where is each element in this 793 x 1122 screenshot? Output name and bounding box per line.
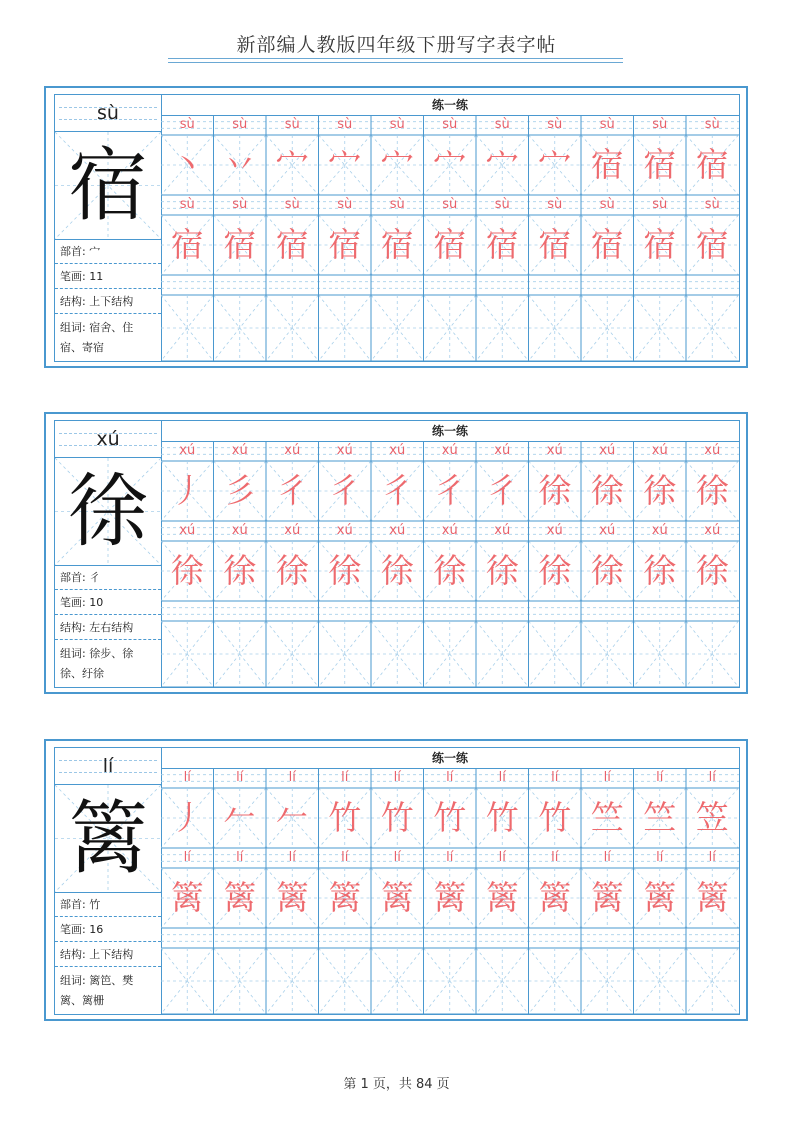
trace-pinyin: sù <box>389 197 405 212</box>
page-title: 新部编人教版四年级下册写字表字帖 <box>236 34 557 56</box>
trace-pinyin: xú <box>336 443 353 458</box>
trace-char: 笠 <box>695 798 729 837</box>
trace-pinyin: lí <box>236 850 244 865</box>
practice-grid <box>161 421 739 687</box>
structure-label: 结构: <box>60 295 86 308</box>
strokes-row <box>55 265 161 289</box>
pinyin-text: sù <box>97 102 119 124</box>
radical-row <box>55 893 161 917</box>
pinyin-text: lí <box>102 755 114 777</box>
trace-char: 徐 <box>485 551 519 590</box>
strokes-value: 16 <box>89 923 104 936</box>
trace-char: 徐 <box>328 551 362 590</box>
card-frame <box>54 747 740 1015</box>
trace-char: 宿 <box>328 225 362 264</box>
trace-pinyin: xú <box>231 523 248 538</box>
trace-pinyin: xú <box>389 443 406 458</box>
trace-pinyin: lí <box>446 850 454 865</box>
trace-char: 徐 <box>538 551 572 590</box>
trace-pinyin: xú <box>651 443 668 458</box>
trace-char: 竹 <box>433 798 467 837</box>
trace-pinyin: xú <box>441 443 458 458</box>
trace-pinyin: xú <box>336 523 353 538</box>
strokes-row <box>55 918 161 942</box>
trace-char: 丿 <box>170 798 204 837</box>
trace-char: 篱 <box>590 878 624 917</box>
trace-char: 徐 <box>223 551 257 590</box>
trace-char: 宿 <box>695 225 729 264</box>
title-rule <box>168 58 623 59</box>
trace-pinyin: sù <box>179 117 195 132</box>
structure-label: 结构: <box>60 621 86 634</box>
trace-char: 宀 <box>433 145 467 184</box>
trace-pinyin: sù <box>599 197 615 212</box>
trace-pinyin: sù <box>704 117 720 132</box>
trace-char: 宿 <box>170 225 204 264</box>
trace-pinyin: lí <box>446 770 454 785</box>
words-label: 组词: <box>60 974 86 987</box>
trace-pinyin: sù <box>337 117 353 132</box>
words-row <box>55 968 161 1014</box>
radical-value: 宀 <box>89 245 101 258</box>
trace-char: 竹 <box>485 798 519 837</box>
trace-pinyin: lí <box>393 770 401 785</box>
model-char: 宿 <box>68 139 148 232</box>
trace-char: 宿 <box>590 145 624 184</box>
trace-char: 徐 <box>275 551 309 590</box>
words-line: 篱笆、樊 <box>89 974 134 987</box>
practice-heading: 练一练 <box>161 748 739 769</box>
trace-char: 宀 <box>328 145 362 184</box>
trace-pinyin: xú <box>441 523 458 538</box>
trace-pinyin: lí <box>393 850 401 865</box>
practice-grid <box>161 748 739 1014</box>
trace-pinyin: xú <box>599 443 616 458</box>
words-label: 组词: <box>60 647 86 660</box>
trace-char: 徐 <box>170 551 204 590</box>
trace-pinyin: lí <box>236 770 244 785</box>
trace-char: 徐 <box>695 471 729 510</box>
strokes-row <box>55 591 161 615</box>
trace-char: 彡 <box>223 471 257 510</box>
page-footer: 第 1 页，共 84 页 <box>343 1077 450 1092</box>
trace-pinyin: sù <box>494 117 510 132</box>
trace-char: 徐 <box>643 471 677 510</box>
trace-char: 宿 <box>275 225 309 264</box>
trace-char: 徐 <box>380 551 414 590</box>
trace-char: 篱 <box>538 878 572 917</box>
trace-char: 丿 <box>170 471 204 510</box>
trace-char: 竹 <box>538 798 572 837</box>
trace-pinyin: lí <box>603 770 611 785</box>
trace-char: 丶 <box>170 145 204 184</box>
trace-char: 彳 <box>485 471 519 510</box>
radical-value: 彳 <box>89 571 101 584</box>
radical-row <box>55 566 161 590</box>
strokes-label: 笔画: <box>60 923 86 936</box>
title-rule <box>168 62 623 63</box>
words-row <box>55 641 161 687</box>
words-label: 组词: <box>60 321 86 334</box>
trace-char: 宀 <box>538 145 572 184</box>
trace-char: 徐 <box>433 551 467 590</box>
trace-pinyin: xú <box>179 523 196 538</box>
trace-pinyin: lí <box>288 770 296 785</box>
trace-char: 竺 <box>643 798 677 837</box>
structure-label: 结构: <box>60 948 86 961</box>
char-card <box>44 412 748 694</box>
strokes-label: 笔画: <box>60 270 86 283</box>
strokes-label: 笔画: <box>60 596 86 609</box>
trace-char: 篱 <box>170 878 204 917</box>
trace-char: 竺 <box>590 798 624 837</box>
trace-char: 篱 <box>643 878 677 917</box>
trace-char: 彳 <box>433 471 467 510</box>
trace-char: 徐 <box>590 551 624 590</box>
trace-pinyin: sù <box>179 197 195 212</box>
trace-pinyin: sù <box>232 117 248 132</box>
char-info-panel <box>55 421 162 687</box>
words-row <box>55 315 161 361</box>
trace-char: 徐 <box>643 551 677 590</box>
structure-row <box>55 616 161 640</box>
trace-pinyin: xú <box>599 523 616 538</box>
pinyin-text: xú <box>96 428 120 450</box>
trace-char: 竹 <box>328 798 362 837</box>
trace-pinyin: lí <box>656 850 664 865</box>
trace-char: 篱 <box>223 878 257 917</box>
trace-char: 彳 <box>380 471 414 510</box>
trace-pinyin: xú <box>179 443 196 458</box>
char-card <box>44 86 748 368</box>
trace-pinyin: sù <box>337 197 353 212</box>
trace-pinyin: xú <box>231 443 248 458</box>
practice-heading: 练一练 <box>161 421 739 442</box>
practice-grid <box>161 95 739 361</box>
trace-pinyin: xú <box>284 523 301 538</box>
trace-char: 篱 <box>380 878 414 917</box>
trace-pinyin: xú <box>704 523 721 538</box>
trace-pinyin: xú <box>494 443 511 458</box>
char-pinyin <box>55 748 161 785</box>
practice-heading: 练一练 <box>161 95 739 116</box>
trace-pinyin: lí <box>603 850 611 865</box>
trace-char: 篱 <box>275 878 309 917</box>
char-card <box>44 739 748 1021</box>
trace-char: 篱 <box>695 878 729 917</box>
model-char: 篱 <box>68 792 148 885</box>
trace-pinyin: sù <box>232 197 248 212</box>
trace-char: 竹 <box>380 798 414 837</box>
trace-pinyin: sù <box>284 117 300 132</box>
trace-char: 篱 <box>433 878 467 917</box>
structure-row <box>55 943 161 967</box>
radical-label: 部首: <box>60 245 86 258</box>
trace-char: 宀 <box>485 145 519 184</box>
trace-pinyin: lí <box>498 770 506 785</box>
card-frame <box>54 420 740 688</box>
trace-char: 篱 <box>485 878 519 917</box>
trace-char: 篱 <box>328 878 362 917</box>
trace-char: 宿 <box>590 225 624 264</box>
trace-pinyin: sù <box>547 117 563 132</box>
words-line: 篱、篱栅 <box>60 994 104 1007</box>
trace-pinyin: lí <box>341 850 349 865</box>
trace-pinyin: xú <box>494 523 511 538</box>
words-line: 宿舍、住 <box>89 321 134 334</box>
trace-char: 徐 <box>538 471 572 510</box>
trace-char: 宿 <box>223 225 257 264</box>
trace-char: 宿 <box>380 225 414 264</box>
structure-value: 上下结构 <box>89 295 134 308</box>
trace-char: 宀 <box>275 145 309 184</box>
model-char-box <box>55 458 161 566</box>
trace-pinyin: sù <box>599 117 615 132</box>
trace-pinyin: sù <box>704 197 720 212</box>
trace-pinyin: sù <box>284 197 300 212</box>
trace-char: 宿 <box>538 225 572 264</box>
trace-pinyin: xú <box>389 523 406 538</box>
char-pinyin <box>55 95 161 132</box>
radical-value: 竹 <box>89 898 101 911</box>
trace-pinyin: lí <box>551 850 559 865</box>
trace-pinyin: sù <box>547 197 563 212</box>
trace-pinyin: lí <box>656 770 664 785</box>
structure-row <box>55 290 161 314</box>
char-pinyin <box>55 421 161 458</box>
trace-pinyin: sù <box>494 197 510 212</box>
trace-char: 𠂉 <box>223 798 257 837</box>
radical-label: 部首: <box>60 571 86 584</box>
trace-pinyin: sù <box>652 197 668 212</box>
char-info-panel <box>55 95 162 361</box>
trace-pinyin: xú <box>704 443 721 458</box>
trace-char: 宿 <box>643 225 677 264</box>
trace-pinyin: sù <box>442 117 458 132</box>
trace-char: 彳 <box>328 471 362 510</box>
char-info-panel <box>55 748 162 1014</box>
trace-pinyin: lí <box>183 770 191 785</box>
radical-row <box>55 240 161 264</box>
words-line: 宿、寄宿 <box>60 341 104 354</box>
model-char: 徐 <box>68 465 148 558</box>
trace-char: 丷 <box>223 145 257 184</box>
trace-char: 徐 <box>695 551 729 590</box>
trace-char: 彳 <box>275 471 309 510</box>
trace-pinyin: lí <box>708 850 716 865</box>
strokes-value: 11 <box>89 270 104 283</box>
trace-pinyin: lí <box>551 770 559 785</box>
model-char-box <box>55 785 161 893</box>
trace-pinyin: sù <box>389 117 405 132</box>
trace-pinyin: xú <box>284 443 301 458</box>
trace-char: 宿 <box>485 225 519 264</box>
trace-pinyin: lí <box>341 770 349 785</box>
trace-char: 宿 <box>433 225 467 264</box>
structure-value: 上下结构 <box>89 948 134 961</box>
strokes-value: 10 <box>89 596 104 609</box>
structure-value: 左右结构 <box>89 621 134 634</box>
trace-char: 𠂉 <box>275 798 309 837</box>
trace-char: 宿 <box>643 145 677 184</box>
trace-pinyin: xú <box>651 523 668 538</box>
trace-pinyin: xú <box>546 523 563 538</box>
trace-char: 宿 <box>695 145 729 184</box>
model-char-box <box>55 132 161 240</box>
trace-pinyin: lí <box>498 850 506 865</box>
radical-label: 部首: <box>60 898 86 911</box>
trace-pinyin: xú <box>546 443 563 458</box>
card-frame <box>54 94 740 362</box>
trace-pinyin: lí <box>183 850 191 865</box>
trace-char: 宀 <box>380 145 414 184</box>
trace-pinyin: lí <box>708 770 716 785</box>
trace-pinyin: sù <box>442 197 458 212</box>
words-line: 徐、纡徐 <box>60 667 104 680</box>
words-line: 徐步、徐 <box>89 647 134 660</box>
trace-char: 徐 <box>590 471 624 510</box>
trace-pinyin: sù <box>652 117 668 132</box>
trace-pinyin: lí <box>288 850 296 865</box>
